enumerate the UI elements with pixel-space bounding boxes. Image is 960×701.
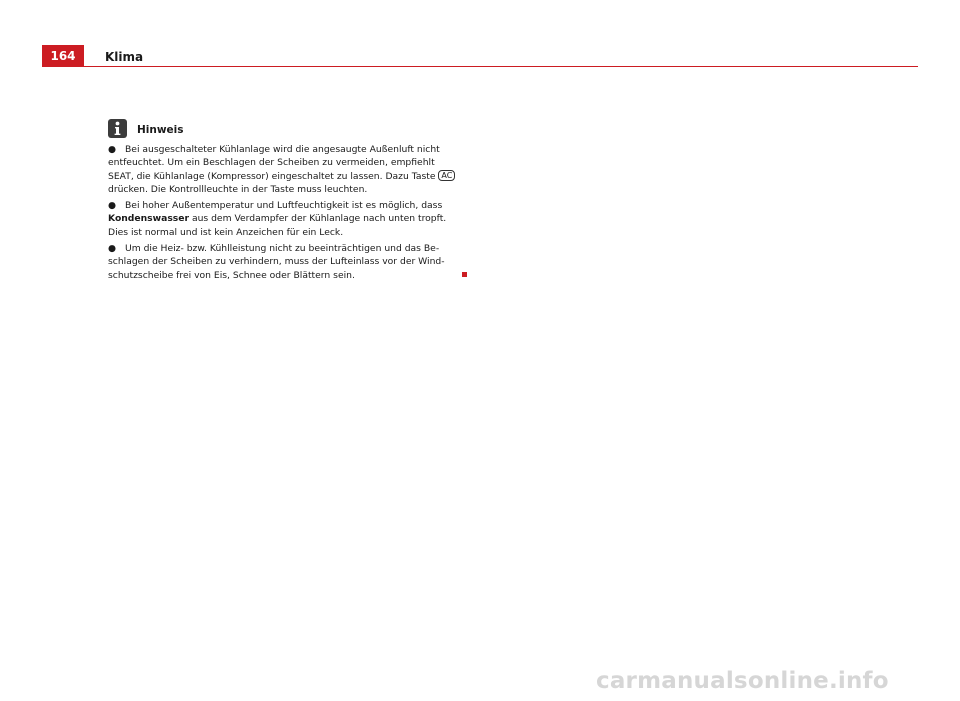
- page-title: Klima: [105, 50, 144, 64]
- page-number: 164: [42, 45, 84, 67]
- note-item-2-line-2: aus dem Verdampfer der Kühlanlage nach unten tropft.: [191, 213, 447, 225]
- bullet-icon: ●: [108, 144, 117, 155]
- note-item-3-line-2: schlagen der Scheiben zu verhindern, muss der Lufteinlass vor der Wind-: [108, 256, 445, 268]
- note-item-2: [108, 199, 468, 239]
- note-item-2-line-1: Bei hoher Außentemperatur und Luftfeuchtigkeit ist es möglich, dass: [125, 200, 443, 212]
- info-icon: [108, 119, 127, 138]
- note-heading: [108, 116, 468, 138]
- note-item-1-line-4: drücken. Die Kontrollleuchte in der Taste muss leuchten.: [108, 183, 368, 195]
- section-end-marker: [462, 272, 467, 277]
- header-rule: [84, 66, 918, 67]
- note-item-1-line-3: SEAT, die Kühlanlage (Kompressor) eingeschaltet zu lassen. Dazu Taste: [108, 170, 436, 182]
- note-item-3-line-3: schutzscheibe frei von Eis, Schnee oder Blättern sein.: [108, 269, 355, 281]
- bullet-icon: ●: [108, 243, 117, 255]
- note-box: [108, 116, 468, 285]
- note-item-2-line-3: Dies ist normal und ist kein Anzeichen für ein Leck.: [108, 226, 344, 238]
- note-item-1: [108, 143, 468, 196]
- note-title: Hinweis: [137, 124, 184, 136]
- note-item-1-line-2: entfeuchtet. Um ein Beschlagen der Scheiben zu vermeiden, empfiehlt: [108, 157, 435, 169]
- note-item-3-line-1: Um die Heiz- bzw. Kühlleistung nicht zu beeinträchtigen und das Be-: [125, 243, 440, 255]
- ac-key-symbol: AC: [438, 170, 455, 181]
- watermark: carmanualsonline.info: [596, 668, 889, 694]
- note-item-3: [108, 242, 468, 282]
- note-item-2-bold-term: Kondenswasser: [108, 213, 190, 225]
- bullet-icon: ●: [108, 200, 117, 212]
- note-item-1-line-1: Bei ausgeschalteter Kühlanlage wird die angesaugte Außenluft nicht: [125, 144, 440, 155]
